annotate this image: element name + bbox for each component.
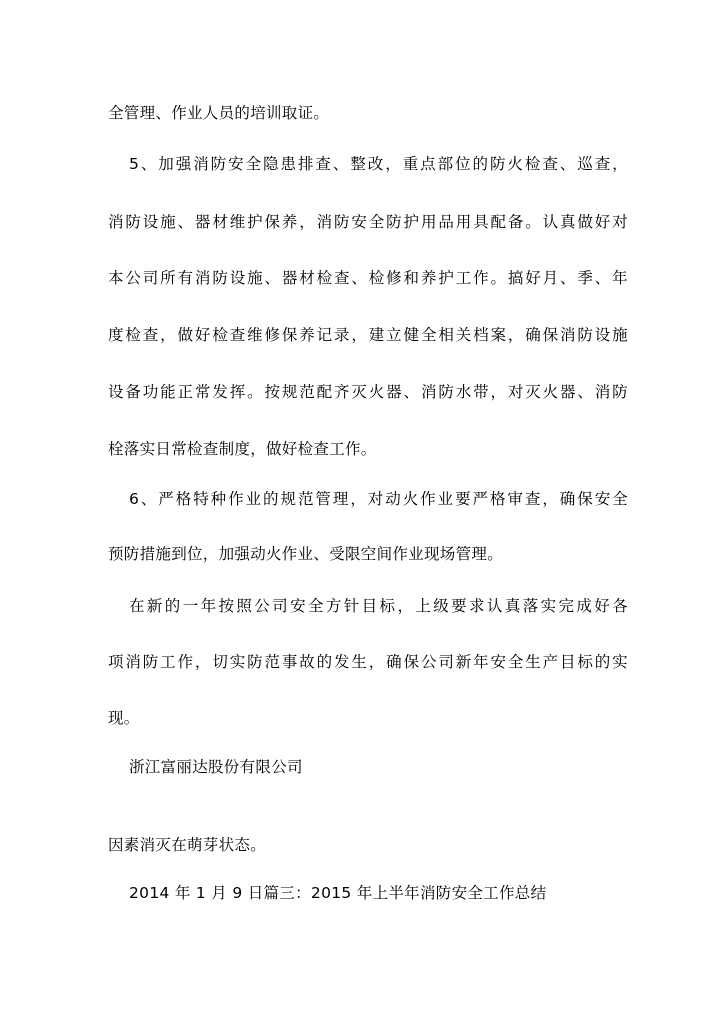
paragraph-line: 全管理、作业人员的培训取证。 [108, 104, 330, 122]
paragraph-line: 本公司所有消防设施、器材检查、检修和养护工作。搞好月、季、年 [108, 269, 628, 287]
paragraph-line: 现。 [108, 709, 140, 727]
section-heading: 2014 年 1 月 9 日篇三：2015 年上半年消防安全工作总结 [129, 884, 547, 902]
paragraph-line: 因素消灭在萌芽状态。 [108, 836, 267, 854]
paragraph-line: 5、加强消防安全隐患排查、整改，重点部位的防火检查、巡查， [129, 155, 628, 173]
paragraph-line: 预防措施到位，加强动火作业、受限空间作业现场管理。 [108, 545, 504, 563]
company-name: 浙江富丽达股份有限公司 [129, 758, 303, 776]
paragraph-line: 在新的一年按照公司安全方针目标，上级要求认真落实完成好各 [129, 597, 628, 615]
paragraph-line: 项消防工作，切实防范事故的发生，确保公司新年安全生产目标的实 [108, 653, 628, 671]
paragraph-line: 度检查，做好检查维修保养记录，建立健全相关档案，确保消防设施 [108, 326, 628, 344]
paragraph-line: 栓落实日常检查制度，做好检查工作。 [108, 440, 377, 458]
paragraph-line: 消防设施、器材维护保养，消防安全防护用品用具配备。认真做好对 [108, 213, 628, 231]
paragraph-line: 6、严格特种作业的规范管理，对动火作业要严格审查，确保安全 [129, 490, 628, 508]
paragraph-line: 设备功能正常发挥。按规范配齐灭火器、消防水带，对灭火器、消防 [108, 383, 628, 401]
